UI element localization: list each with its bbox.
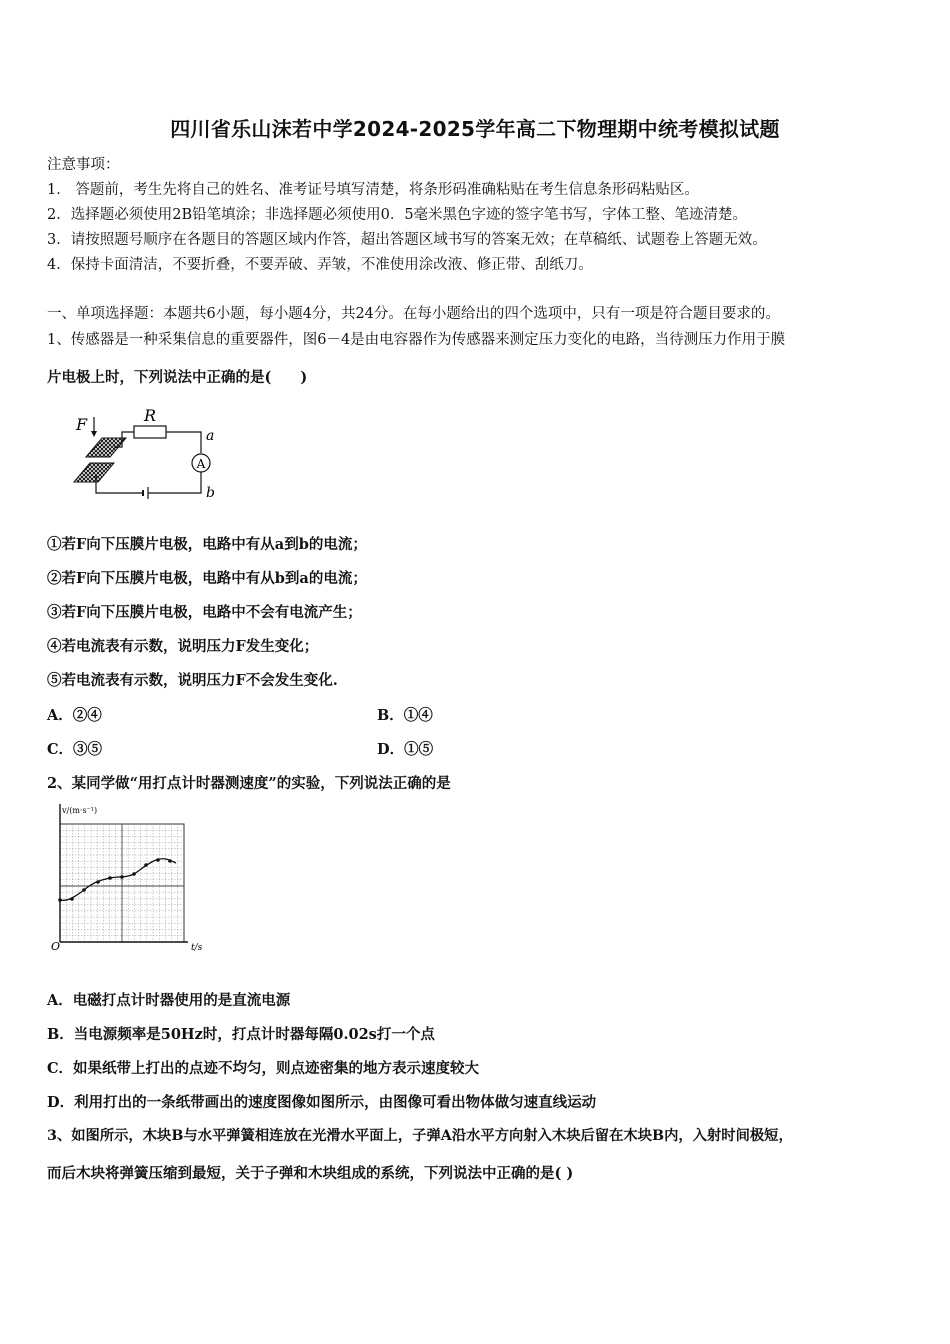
- t-axis-label: t/s: [191, 943, 203, 953]
- graph-grid: [60, 824, 184, 942]
- origin-label: O: [51, 940, 61, 953]
- q1-statement-4: ④若电流表有示数，说明压力F发生变化；: [47, 638, 319, 655]
- q1-stem-line1: 1、传感器是一种采集信息的重要器件，图6－4是由电容器作为传感器来测定压力变化的电路，当待测压力作用于膜: [47, 332, 786, 348]
- terminal-a-label: a: [206, 428, 215, 444]
- q1-statement-1: ①若F向下压膜片电极，电路中有从a到b的电流；: [47, 536, 367, 553]
- notice-item-4: 4．保持卡面清洁，不要折叠，不要弄破、弄皱，不准使用涂改液、修正带、刮纸刀。: [47, 257, 593, 273]
- q1-statement-2: ②若F向下压膜片电极，电路中有从b到a的电流；: [47, 570, 367, 587]
- q1-option-b: B．①④: [377, 707, 433, 724]
- notice-item-1: 1． 答题前，考生先将自己的姓名、准考证号填写清楚，将条形码准确粘贴在考生信息条形码粘贴区。: [47, 182, 699, 198]
- q3-stem-line1: 3、如图所示，木块B与水平弹簧相连放在光滑水平面上，子弹A沿水平方向射入木块后留在木块B内，入射时间极短，: [47, 1128, 793, 1144]
- q1-stem-line2: 片电极上时，下列说法中正确的是( ): [47, 369, 308, 386]
- q1-option-d: D．①⑤: [377, 741, 434, 758]
- force-label: F: [76, 415, 88, 434]
- arrow-head-icon: [91, 431, 97, 437]
- section-heading: 一、单项选择题：本题共6小题，每小题4分，共24分。在每小题给出的四个选项中，只有一项是符合题目要求的。: [47, 306, 780, 322]
- bottom-plate: [74, 463, 114, 482]
- notice-heading: 注意事项：: [47, 157, 120, 173]
- q2-option-c: C．如果纸带上打出的点迹不均匀，则点迹密集的地方表示速度较大: [47, 1060, 480, 1077]
- resistor: [134, 426, 166, 438]
- q1-statement-3: ③若F向下压膜片电极，电路中不会有电流产生；: [47, 604, 362, 621]
- resistor-label: R: [144, 406, 157, 425]
- page-title: 四川省乐山沫若中学2024-2025学年高二下物理期中统考模拟试题: [170, 117, 780, 141]
- terminal-b-label: b: [206, 485, 215, 501]
- q2-option-d: D．利用打出的一条纸带画出的速度图像如图所示，由图像可看出物体做匀速直线运动: [47, 1094, 597, 1111]
- ammeter-label: A: [196, 457, 206, 471]
- notice-item-2: 2．选择题必须使用2B铅笔填涂；非选择题必须使用0．5毫米黑色字迹的签字笔书写，字体工整、笔迹清楚。: [47, 207, 748, 223]
- q2-vt-graph: [48, 800, 213, 958]
- wire-bottom-right: [148, 472, 201, 493]
- q1-option-c: C．③⑤: [47, 741, 103, 758]
- v-axis-label: v/(m·s⁻¹): [62, 806, 98, 815]
- wire-top-right: [166, 432, 201, 453]
- q2-option-b: B．当电源频率是50Hz时，打点计时器每隔0.02s打一个点: [47, 1026, 435, 1043]
- wire-bottom-left: [96, 475, 143, 493]
- q1-circuit-figure: [66, 405, 226, 505]
- q3-stem-line2: 而后木块将弹簧压缩到最短，关于子弹和木块组成的系统，下列说法中正确的是( ): [47, 1165, 574, 1182]
- q1-option-a: A．②④: [47, 707, 102, 724]
- q2-option-a: A．电磁打点计时器使用的是直流电源: [47, 992, 291, 1009]
- notice-item-3: 3．请按照题号顺序在各题目的答题区域内作答，超出答题区域书写的答案无效；在草稿纸、试题卷上答题无效。: [47, 232, 767, 248]
- q2-stem: 2、某同学做“用打点计时器测速度”的实验，下列说法正确的是: [47, 775, 451, 792]
- q1-statement-5: ⑤若电流表有示数，说明压力F不会发生变化.: [47, 672, 338, 689]
